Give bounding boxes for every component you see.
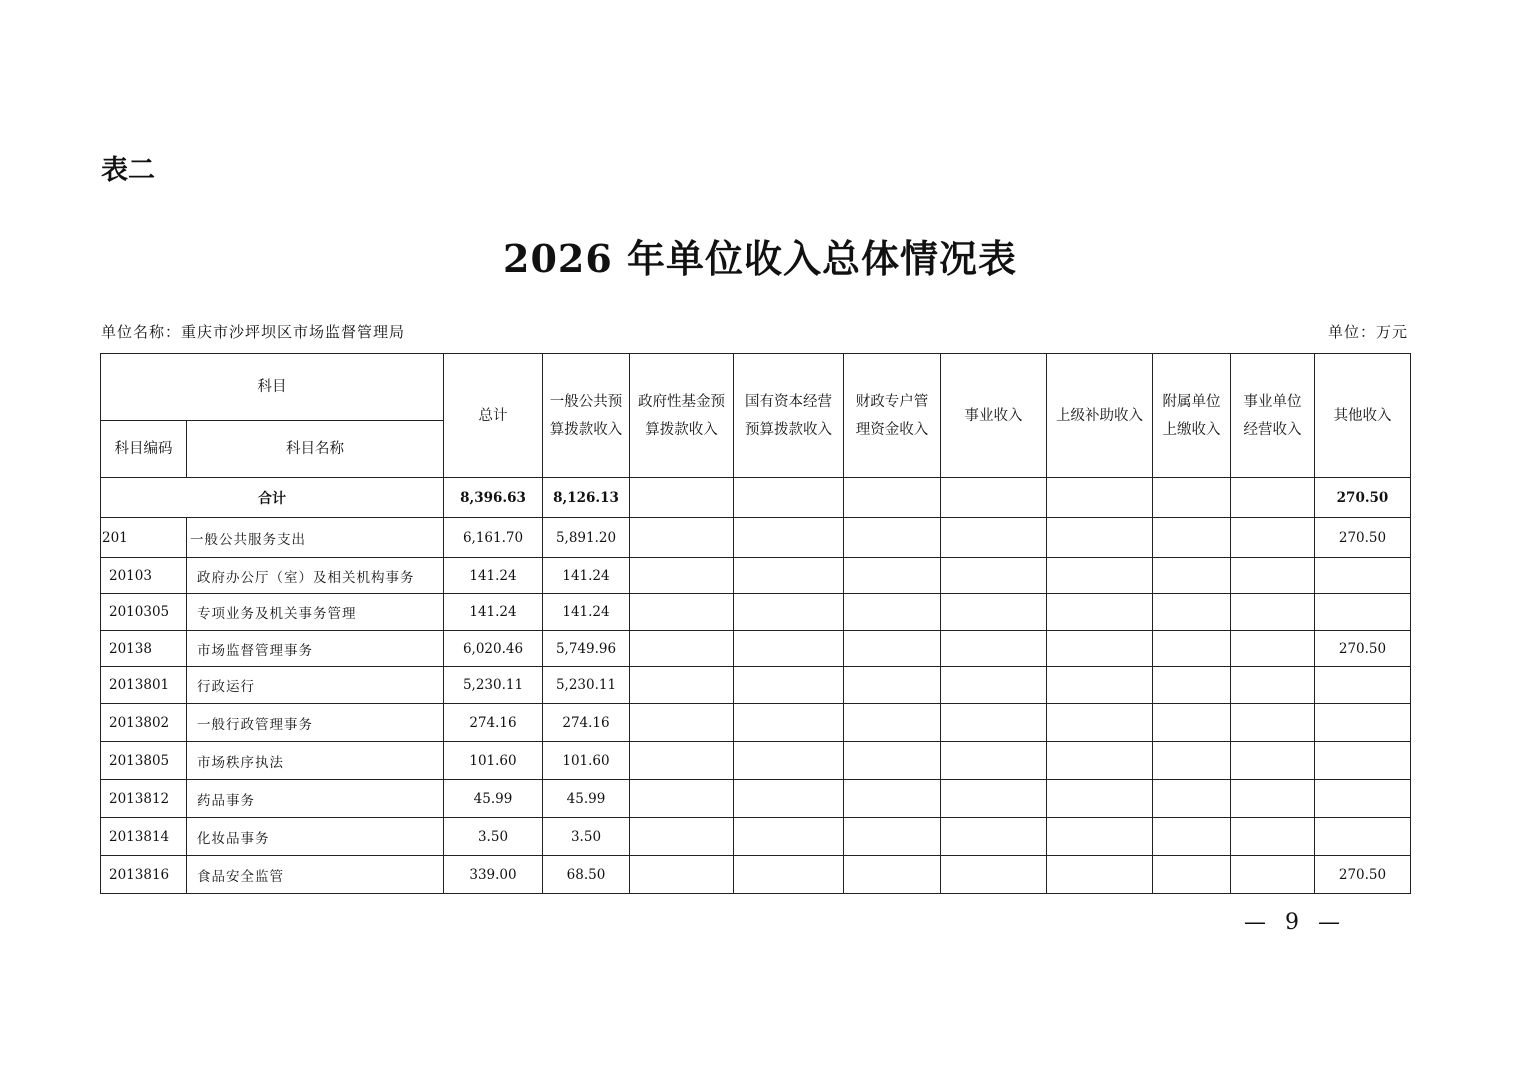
cell-state-capital xyxy=(734,594,844,631)
cell-business-income xyxy=(941,478,1047,518)
header-other-income: 其他收入 xyxy=(1315,354,1411,478)
table-row xyxy=(101,742,1411,780)
cell-code: 2013801 xyxy=(101,667,187,704)
cell-gov-fund xyxy=(630,594,734,631)
cell-superior-subsidy xyxy=(1047,780,1153,818)
cell-business-income xyxy=(941,856,1047,894)
cell-gov-fund xyxy=(630,631,734,667)
table-row xyxy=(101,558,1411,594)
cell-gov-fund xyxy=(630,818,734,856)
header-total: 总计 xyxy=(444,354,543,478)
cell-superior-subsidy xyxy=(1047,594,1153,631)
cell-affiliated xyxy=(1153,704,1231,742)
income-table xyxy=(100,353,1411,894)
cell-affiliated xyxy=(1153,818,1231,856)
cell-operating xyxy=(1231,742,1315,780)
cell-other-income: 270.50 xyxy=(1315,856,1411,894)
cell-state-capital xyxy=(734,478,844,518)
cell-total: 101.60 xyxy=(444,742,543,780)
cell-affiliated xyxy=(1153,594,1231,631)
cell-operating xyxy=(1231,856,1315,894)
cell-name: 市场监督管理事务 xyxy=(187,631,444,667)
cell-operating xyxy=(1231,558,1315,594)
header-affiliated: 附属单位 上缴收入 xyxy=(1153,354,1231,478)
cell-business-income xyxy=(941,518,1047,558)
cell-code: 2013812 xyxy=(101,780,187,818)
cell-special-account xyxy=(844,478,941,518)
cell-name: 政府办公厅（室）及相关机构事务 xyxy=(187,558,444,594)
cell-gov-fund xyxy=(630,558,734,594)
header-subject-name: 科目名称 xyxy=(187,421,444,478)
cell-total: 339.00 xyxy=(444,856,543,894)
cell-superior-subsidy xyxy=(1047,478,1153,518)
cell-affiliated xyxy=(1153,518,1231,558)
page-title: 2026 年单位收入总体情况表 xyxy=(503,236,1017,281)
cell-other-income xyxy=(1315,594,1411,631)
cell-superior-subsidy xyxy=(1047,818,1153,856)
cell-operating xyxy=(1231,818,1315,856)
cell-general-budget: 5,891.20 xyxy=(543,518,630,558)
cell-operating xyxy=(1231,518,1315,558)
cell-state-capital xyxy=(734,856,844,894)
cell-name: 化妆品事务 xyxy=(187,818,444,856)
header-special-account: 财政专户管 理资金收入 xyxy=(844,354,941,478)
cell-total: 3.50 xyxy=(444,818,543,856)
cell-code: 2010305 xyxy=(101,594,187,631)
cell-business-income xyxy=(941,558,1047,594)
cell-name: 一般公共服务支出 xyxy=(187,518,444,558)
header-state-capital: 国有资本经营 预算拨款收入 xyxy=(734,354,844,478)
cell-business-income xyxy=(941,667,1047,704)
cell-special-account xyxy=(844,558,941,594)
cell-general-budget: 141.24 xyxy=(543,594,630,631)
header-general-budget: 一般公共预 算拨款收入 xyxy=(543,354,630,478)
cell-state-capital xyxy=(734,558,844,594)
unit-name: 单位名称：重庆市沙坪坝区市场监督管理局 xyxy=(101,323,406,341)
cell-operating xyxy=(1231,594,1315,631)
cell-total: 8,396.63 xyxy=(444,478,543,518)
cell-special-account xyxy=(844,667,941,704)
cell-other-income: 270.50 xyxy=(1315,631,1411,667)
table-row xyxy=(101,594,1411,631)
table-row xyxy=(101,818,1411,856)
table-row xyxy=(101,667,1411,704)
cell-other-income xyxy=(1315,742,1411,780)
cell-business-income xyxy=(941,594,1047,631)
cell-gov-fund xyxy=(630,478,734,518)
cell-superior-subsidy xyxy=(1047,742,1153,780)
cell-total: 141.24 xyxy=(444,558,543,594)
cell-special-account xyxy=(844,631,941,667)
header-subject-code: 科目编码 xyxy=(101,421,187,478)
header-subject: 科目 xyxy=(101,354,444,421)
cell-special-account xyxy=(844,780,941,818)
cell-special-account xyxy=(844,518,941,558)
cell-business-income xyxy=(941,818,1047,856)
cell-total: 6,020.46 xyxy=(444,631,543,667)
cell-state-capital xyxy=(734,631,844,667)
cell-superior-subsidy xyxy=(1047,558,1153,594)
cell-superior-subsidy xyxy=(1047,631,1153,667)
cell-other-income xyxy=(1315,818,1411,856)
cell-superior-subsidy xyxy=(1047,667,1153,704)
cell-code: 201 xyxy=(101,518,187,558)
cell-affiliated xyxy=(1153,780,1231,818)
cell-operating xyxy=(1231,780,1315,818)
cell-business-income xyxy=(941,704,1047,742)
cell-name: 专项业务及机关事务管理 xyxy=(187,594,444,631)
cell-business-income xyxy=(941,742,1047,780)
cell-name: 行政运行 xyxy=(187,667,444,704)
cell-state-capital xyxy=(734,667,844,704)
cell-business-income xyxy=(941,631,1047,667)
header-operating: 事业单位 经营收入 xyxy=(1231,354,1315,478)
cell-general-budget: 101.60 xyxy=(543,742,630,780)
cell-total: 141.24 xyxy=(444,594,543,631)
cell-affiliated xyxy=(1153,478,1231,518)
cell-code: 2013816 xyxy=(101,856,187,894)
cell-gov-fund xyxy=(630,856,734,894)
cell-name: 药品事务 xyxy=(187,780,444,818)
cell-code: 2013805 xyxy=(101,742,187,780)
table-row xyxy=(101,780,1411,818)
cell-special-account xyxy=(844,704,941,742)
total-label: 合计 xyxy=(101,478,444,518)
cell-general-budget: 45.99 xyxy=(543,780,630,818)
page-number: — 9 — xyxy=(1244,910,1346,935)
cell-gov-fund xyxy=(630,518,734,558)
header-business-income: 事业收入 xyxy=(941,354,1047,478)
cell-gov-fund xyxy=(630,667,734,704)
cell-gov-fund xyxy=(630,742,734,780)
table-row xyxy=(101,631,1411,667)
cell-other-income xyxy=(1315,667,1411,704)
cell-special-account xyxy=(844,856,941,894)
cell-general-budget: 141.24 xyxy=(543,558,630,594)
cell-gov-fund xyxy=(630,704,734,742)
table-row xyxy=(101,518,1411,558)
cell-operating xyxy=(1231,478,1315,518)
cell-affiliated xyxy=(1153,742,1231,780)
cell-operating xyxy=(1231,631,1315,667)
cell-state-capital xyxy=(734,704,844,742)
cell-total: 5,230.11 xyxy=(444,667,543,704)
cell-general-budget: 8,126.13 xyxy=(543,478,630,518)
cell-state-capital xyxy=(734,818,844,856)
total-row xyxy=(101,478,1411,518)
cell-special-account xyxy=(844,818,941,856)
cell-code: 20103 xyxy=(101,558,187,594)
cell-other-income xyxy=(1315,704,1411,742)
table-row xyxy=(101,856,1411,894)
cell-operating xyxy=(1231,704,1315,742)
cell-affiliated xyxy=(1153,856,1231,894)
table-row xyxy=(101,704,1411,742)
cell-total: 274.16 xyxy=(444,704,543,742)
cell-superior-subsidy xyxy=(1047,704,1153,742)
cell-general-budget: 68.50 xyxy=(543,856,630,894)
cell-code: 2013802 xyxy=(101,704,187,742)
cell-general-budget: 274.16 xyxy=(543,704,630,742)
cell-other-income: 270.50 xyxy=(1315,518,1411,558)
cell-name: 一般行政管理事务 xyxy=(187,704,444,742)
cell-superior-subsidy xyxy=(1047,518,1153,558)
cell-name: 市场秩序执法 xyxy=(187,742,444,780)
cell-state-capital xyxy=(734,780,844,818)
cell-special-account xyxy=(844,742,941,780)
unit-measure: 单位：万元 xyxy=(1327,323,1408,341)
cell-general-budget: 5,230.11 xyxy=(543,667,630,704)
cell-gov-fund xyxy=(630,780,734,818)
cell-affiliated xyxy=(1153,667,1231,704)
cell-operating xyxy=(1231,667,1315,704)
cell-general-budget: 3.50 xyxy=(543,818,630,856)
table-label: 表二 xyxy=(101,155,155,186)
cell-business-income xyxy=(941,780,1047,818)
cell-state-capital xyxy=(734,518,844,558)
cell-other-income xyxy=(1315,558,1411,594)
cell-name: 食品安全监管 xyxy=(187,856,444,894)
cell-affiliated xyxy=(1153,558,1231,594)
cell-other-income: 270.50 xyxy=(1315,478,1411,518)
cell-code: 2013814 xyxy=(101,818,187,856)
cell-general-budget: 5,749.96 xyxy=(543,631,630,667)
cell-total: 6,161.70 xyxy=(444,518,543,558)
header-gov-fund: 政府性基金预 算拨款收入 xyxy=(630,354,734,478)
cell-superior-subsidy xyxy=(1047,856,1153,894)
cell-special-account xyxy=(844,594,941,631)
cell-code: 20138 xyxy=(101,631,187,667)
cell-other-income xyxy=(1315,780,1411,818)
cell-state-capital xyxy=(734,742,844,780)
cell-affiliated xyxy=(1153,631,1231,667)
header-superior-subsidy: 上级补助收入 xyxy=(1047,354,1153,478)
cell-total: 45.99 xyxy=(444,780,543,818)
